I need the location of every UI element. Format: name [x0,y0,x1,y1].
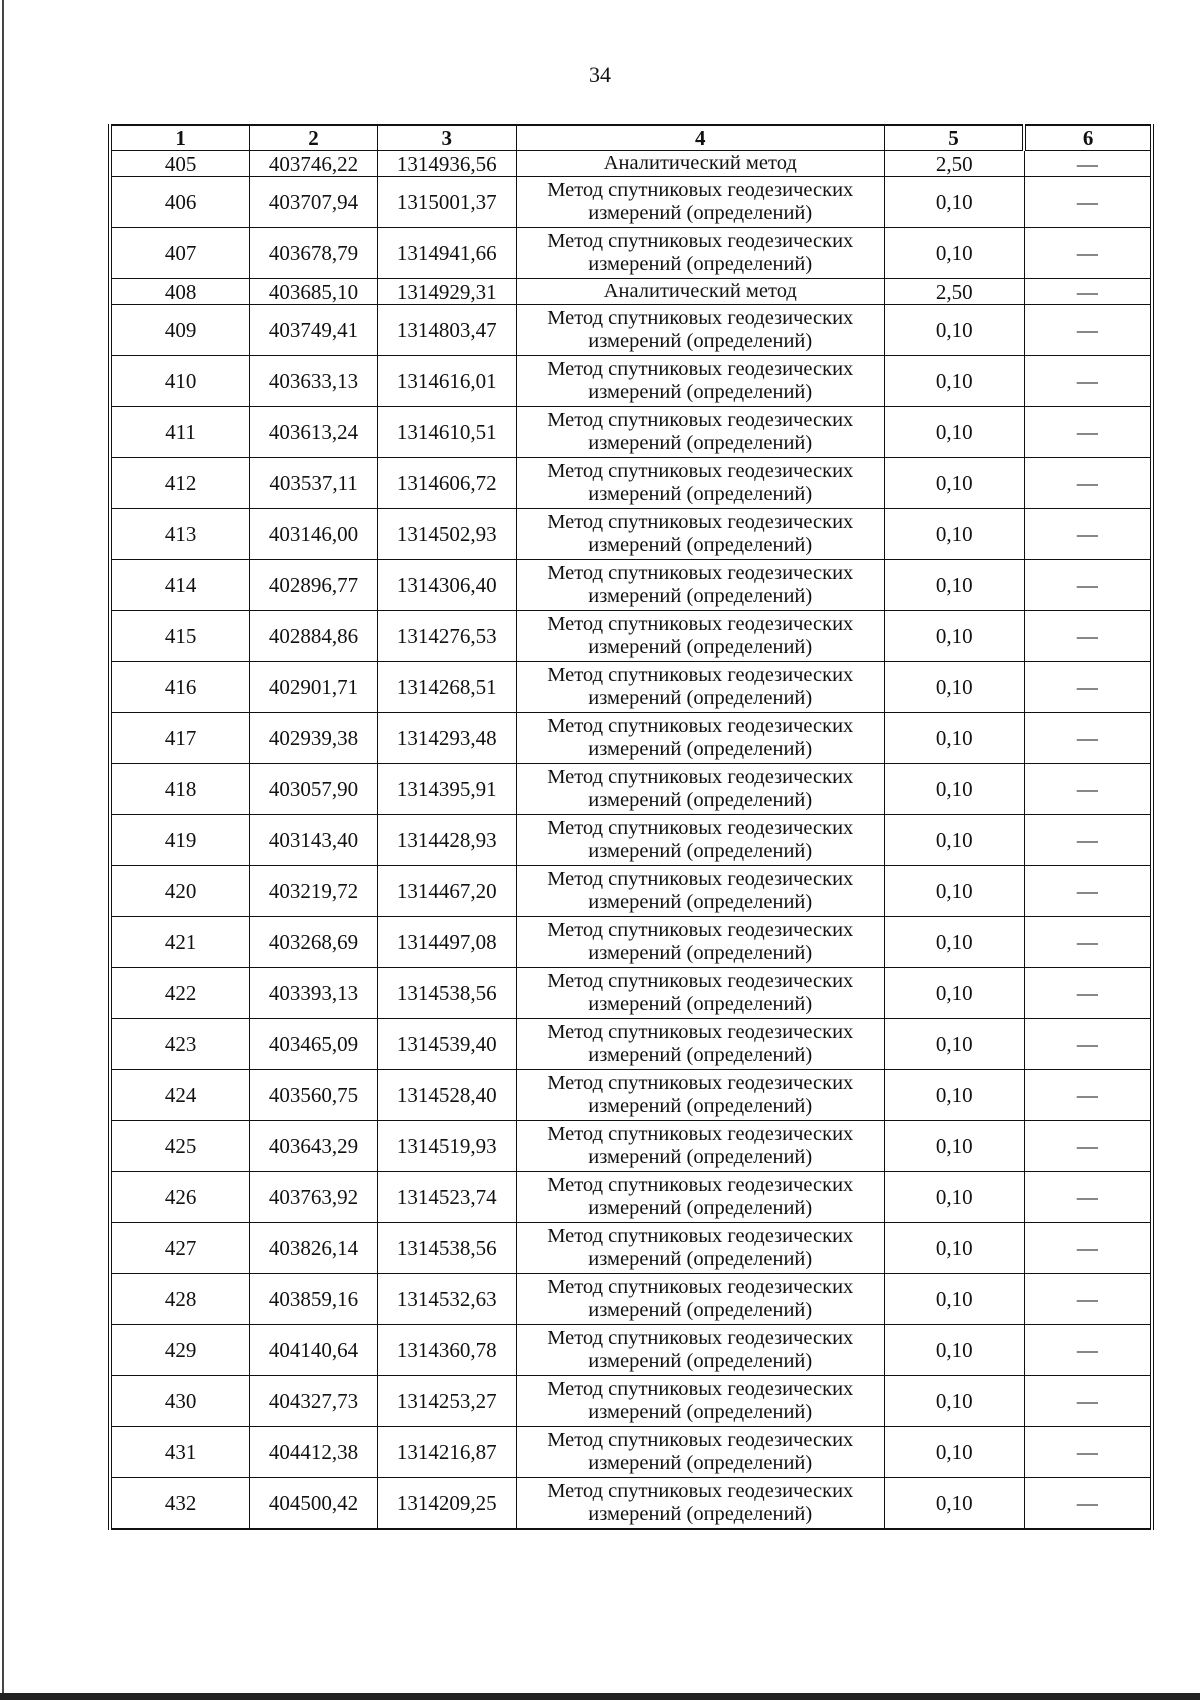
table-row [110,1274,1152,1325]
method-text: Аналитический метод [603,280,797,302]
cell-note: — [1024,1172,1152,1223]
cell-point-number: 431 [110,1427,250,1478]
method-text: Метод спутниковых геодезических измерений (определений) [547,613,854,658]
cell-accuracy: 0,10 [884,713,1024,764]
method-text: Метод спутниковых геодезических измерений (определений) [547,230,854,275]
method-text: Метод спутниковых геодезических измерений (определений) [547,1429,854,1474]
cell-method [516,509,884,560]
cell-method [516,1274,884,1325]
method-text: Метод спутниковых геодезических измерений (определений) [547,664,854,709]
cell-accuracy: 0,10 [884,305,1024,356]
cell-coord-x: 404140,64 [250,1325,378,1376]
cell-point-number: 420 [110,866,250,917]
table-row [110,356,1152,407]
cell-note: — [1024,151,1152,177]
method-text: Метод спутниковых геодезических измерений (определений) [547,358,854,403]
cell-coord-y: 1314395,91 [377,764,516,815]
method-text: Метод спутниковых геодезических измерений (определений) [547,919,854,964]
table-row [110,611,1152,662]
cell-coord-y: 1314502,93 [377,509,516,560]
cell-method [516,713,884,764]
method-text: Метод спутниковых геодезических измерений (определений) [547,511,854,556]
table-row [110,1070,1152,1121]
cell-note: — [1024,968,1152,1019]
method-text: Метод спутниковых геодезических измерений (определений) [547,562,854,607]
table-row [110,1376,1152,1427]
cell-accuracy: 0,10 [884,1325,1024,1376]
method-text: Метод спутниковых геодезических измерений (определений) [547,1276,854,1321]
cell-accuracy: 0,10 [884,407,1024,458]
cell-accuracy: 2,50 [884,279,1024,305]
cell-method [516,968,884,1019]
cell-method [516,866,884,917]
cell-point-number: 410 [110,356,250,407]
header-col-2: 2 [250,125,378,151]
cell-coord-x: 404327,73 [250,1376,378,1427]
cell-note: — [1024,1223,1152,1274]
method-text: Метод спутниковых геодезических измерений (определений) [547,307,854,352]
cell-coord-y: 1314528,40 [377,1070,516,1121]
method-text: Аналитический метод [603,152,797,174]
cell-point-number: 423 [110,1019,250,1070]
cell-accuracy: 0,10 [884,1172,1024,1223]
cell-method [516,1478,884,1530]
table-row [110,713,1152,764]
cell-coord-x: 403393,13 [250,968,378,1019]
cell-coord-y: 1314538,56 [377,1223,516,1274]
cell-note: — [1024,713,1152,764]
table-row [110,866,1152,917]
cell-method [516,662,884,713]
cell-point-number: 424 [110,1070,250,1121]
cell-coord-y: 1314360,78 [377,1325,516,1376]
cell-coord-y: 1314538,56 [377,968,516,1019]
cell-accuracy: 0,10 [884,815,1024,866]
table-row [110,305,1152,356]
table-row [110,1172,1152,1223]
cell-method [516,1121,884,1172]
cell-accuracy: 0,10 [884,458,1024,509]
cell-accuracy: 0,10 [884,177,1024,228]
cell-method [516,177,884,228]
method-text: Метод спутниковых геодезических измерений (определений) [547,460,854,505]
cell-note: — [1024,611,1152,662]
cell-method [516,611,884,662]
cell-point-number: 430 [110,1376,250,1427]
cell-coord-x: 403685,10 [250,279,378,305]
cell-note: — [1024,356,1152,407]
cell-coord-x: 403643,29 [250,1121,378,1172]
cell-coord-y: 1314428,93 [377,815,516,866]
cell-point-number: 406 [110,177,250,228]
table-row [110,917,1152,968]
cell-coord-x: 403826,14 [250,1223,378,1274]
cell-coord-x: 403678,79 [250,228,378,279]
cell-coord-y: 1314532,63 [377,1274,516,1325]
cell-accuracy: 0,10 [884,917,1024,968]
cell-method [516,1325,884,1376]
method-text: Метод спутниковых геодезических измерений (определений) [547,817,854,862]
cell-coord-y: 1314936,56 [377,151,516,177]
cell-coord-x: 403560,75 [250,1070,378,1121]
cell-accuracy: 0,10 [884,356,1024,407]
cell-accuracy: 0,10 [884,968,1024,1019]
cell-accuracy: 0,10 [884,1427,1024,1478]
cell-accuracy: 0,10 [884,1274,1024,1325]
cell-note: — [1024,279,1152,305]
cell-method [516,407,884,458]
header-col-5: 5 [884,125,1024,151]
table-row [110,1019,1152,1070]
header-col-1: 1 [110,125,250,151]
table-row [110,509,1152,560]
cell-method [516,1376,884,1427]
cell-point-number: 426 [110,1172,250,1223]
table-row [110,1223,1152,1274]
table-row [110,407,1152,458]
cell-note: — [1024,764,1152,815]
method-text: Метод спутниковых геодезических измерений (определений) [547,766,854,811]
cell-accuracy: 0,10 [884,866,1024,917]
cell-method [516,917,884,968]
cell-note: — [1024,1019,1152,1070]
cell-point-number: 414 [110,560,250,611]
cell-note: — [1024,1427,1152,1478]
cell-note: — [1024,1376,1152,1427]
cell-coord-x: 403707,94 [250,177,378,228]
cell-point-number: 409 [110,305,250,356]
cell-point-number: 425 [110,1121,250,1172]
cell-note: — [1024,1478,1152,1530]
method-text: Метод спутниковых геодезических измерений (определений) [547,1123,854,1168]
cell-method [516,764,884,815]
cell-note: — [1024,177,1152,228]
cell-coord-y: 1314467,20 [377,866,516,917]
cell-point-number: 421 [110,917,250,968]
cell-note: — [1024,305,1152,356]
method-text: Метод спутниковых геодезических измерений (определений) [547,1174,854,1219]
method-text: Метод спутниковых геодезических измерений (определений) [547,1480,854,1525]
method-text: Метод спутниковых геодезических измерений (определений) [547,1225,854,1270]
method-text: Метод спутниковых геодезических измерений (определений) [547,179,854,224]
cell-coord-y: 1314539,40 [377,1019,516,1070]
cell-point-number: 419 [110,815,250,866]
cell-coord-x: 402939,38 [250,713,378,764]
page-number: 34 [589,62,611,87]
cell-point-number: 416 [110,662,250,713]
method-text: Метод спутниковых геодезических измерений (определений) [547,1378,854,1423]
cell-coord-x: 403537,11 [250,458,378,509]
table-body [110,151,1152,1530]
table-row [110,458,1152,509]
cell-coord-x: 403763,92 [250,1172,378,1223]
cell-note: — [1024,458,1152,509]
cell-coord-x: 402901,71 [250,662,378,713]
cell-note: — [1024,509,1152,560]
header-col-6: 6 [1024,125,1152,151]
cell-coord-x: 403746,22 [250,151,378,177]
cell-coord-x: 403465,09 [250,1019,378,1070]
cell-coord-x: 403859,16 [250,1274,378,1325]
table-row [110,1478,1152,1530]
cell-coord-x: 403143,40 [250,815,378,866]
method-text: Метод спутниковых геодезических измерений (определений) [547,1327,854,1372]
cell-point-number: 415 [110,611,250,662]
cell-coord-y: 1314941,66 [377,228,516,279]
cell-coord-x: 403633,13 [250,356,378,407]
cell-accuracy: 0,10 [884,509,1024,560]
cell-coord-y: 1315001,37 [377,177,516,228]
cell-coord-y: 1314306,40 [377,560,516,611]
cell-method [516,1019,884,1070]
cell-coord-y: 1314253,27 [377,1376,516,1427]
cell-coord-y: 1314268,51 [377,662,516,713]
cell-note: — [1024,1325,1152,1376]
cell-coord-y: 1314803,47 [377,305,516,356]
cell-point-number: 407 [110,228,250,279]
cell-method [516,1223,884,1274]
cell-note: — [1024,1121,1152,1172]
cell-point-number: 427 [110,1223,250,1274]
cell-coord-x: 403268,69 [250,917,378,968]
table-row [110,764,1152,815]
cell-point-number: 429 [110,1325,250,1376]
method-text: Метод спутниковых геодезических измерений (определений) [547,868,854,913]
cell-note: — [1024,662,1152,713]
cell-point-number: 405 [110,151,250,177]
header-col-4: 4 [516,125,884,151]
cell-point-number: 432 [110,1478,250,1530]
cell-note: — [1024,815,1152,866]
table-row [110,560,1152,611]
cell-note: — [1024,1070,1152,1121]
cell-method [516,458,884,509]
method-text: Метод спутниковых геодезических измерений (определений) [547,970,854,1015]
cell-coord-y: 1314497,08 [377,917,516,968]
cell-method [516,151,884,177]
header-row [110,125,1152,151]
cell-coord-x: 403613,24 [250,407,378,458]
cell-accuracy: 0,10 [884,1070,1024,1121]
cell-coord-x: 403749,41 [250,305,378,356]
method-text: Метод спутниковых геодезических измерений (определений) [547,1021,854,1066]
cell-point-number: 428 [110,1274,250,1325]
cell-coord-y: 1314616,01 [377,356,516,407]
cell-coord-y: 1314523,74 [377,1172,516,1223]
cell-coord-x: 403146,00 [250,509,378,560]
cell-accuracy: 0,10 [884,1376,1024,1427]
table-row [110,815,1152,866]
cell-coord-y: 1314293,48 [377,713,516,764]
cell-accuracy: 0,10 [884,662,1024,713]
table-row [110,279,1152,305]
method-text: Метод спутниковых геодезических измерений (определений) [547,409,854,454]
cell-accuracy: 0,10 [884,1019,1024,1070]
cell-accuracy: 0,10 [884,228,1024,279]
cell-coord-y: 1314276,53 [377,611,516,662]
cell-method [516,356,884,407]
cell-note: — [1024,917,1152,968]
cell-method [516,1427,884,1478]
table-row [110,1325,1152,1376]
cell-accuracy: 2,50 [884,151,1024,177]
cell-coord-y: 1314209,25 [377,1478,516,1530]
table-row [110,151,1152,177]
scan-bottom-edge [0,1693,1200,1700]
cell-point-number: 411 [110,407,250,458]
cell-point-number: 408 [110,279,250,305]
cell-accuracy: 0,10 [884,1223,1024,1274]
cell-coord-y: 1314216,87 [377,1427,516,1478]
cell-method [516,560,884,611]
table-row [110,1121,1152,1172]
cell-accuracy: 0,10 [884,1478,1024,1530]
cell-point-number: 413 [110,509,250,560]
cell-coord-x: 403219,72 [250,866,378,917]
header-col-3: 3 [377,125,516,151]
table-row [110,662,1152,713]
cell-method [516,1172,884,1223]
cell-coord-y: 1314929,31 [377,279,516,305]
cell-coord-y: 1314519,93 [377,1121,516,1172]
table-row [110,1427,1152,1478]
cell-point-number: 412 [110,458,250,509]
table-row [110,968,1152,1019]
cell-method [516,1070,884,1121]
cell-coord-y: 1314606,72 [377,458,516,509]
cell-note: — [1024,407,1152,458]
cell-method [516,815,884,866]
cell-accuracy: 0,10 [884,611,1024,662]
cell-coord-x: 404412,38 [250,1427,378,1478]
cell-method [516,305,884,356]
cell-point-number: 417 [110,713,250,764]
cell-coord-x: 402884,86 [250,611,378,662]
cell-accuracy: 0,10 [884,1121,1024,1172]
cell-coord-y: 1314610,51 [377,407,516,458]
cell-coord-x: 402896,77 [250,560,378,611]
method-text: Метод спутниковых геодезических измерений (определений) [547,715,854,760]
method-text: Метод спутниковых геодезических измерений (определений) [547,1072,854,1117]
cell-note: — [1024,228,1152,279]
cell-accuracy: 0,10 [884,560,1024,611]
cell-point-number: 418 [110,764,250,815]
cell-accuracy: 0,10 [884,764,1024,815]
cell-coord-x: 404500,42 [250,1478,378,1530]
cell-method [516,228,884,279]
cell-method [516,279,884,305]
cell-note: — [1024,560,1152,611]
table-row [110,177,1152,228]
cell-note: — [1024,1274,1152,1325]
coordinates-table [108,124,1154,1530]
cell-point-number: 422 [110,968,250,1019]
cell-note: — [1024,866,1152,917]
table-row [110,228,1152,279]
scan-left-edge [2,0,4,1700]
cell-coord-x: 403057,90 [250,764,378,815]
